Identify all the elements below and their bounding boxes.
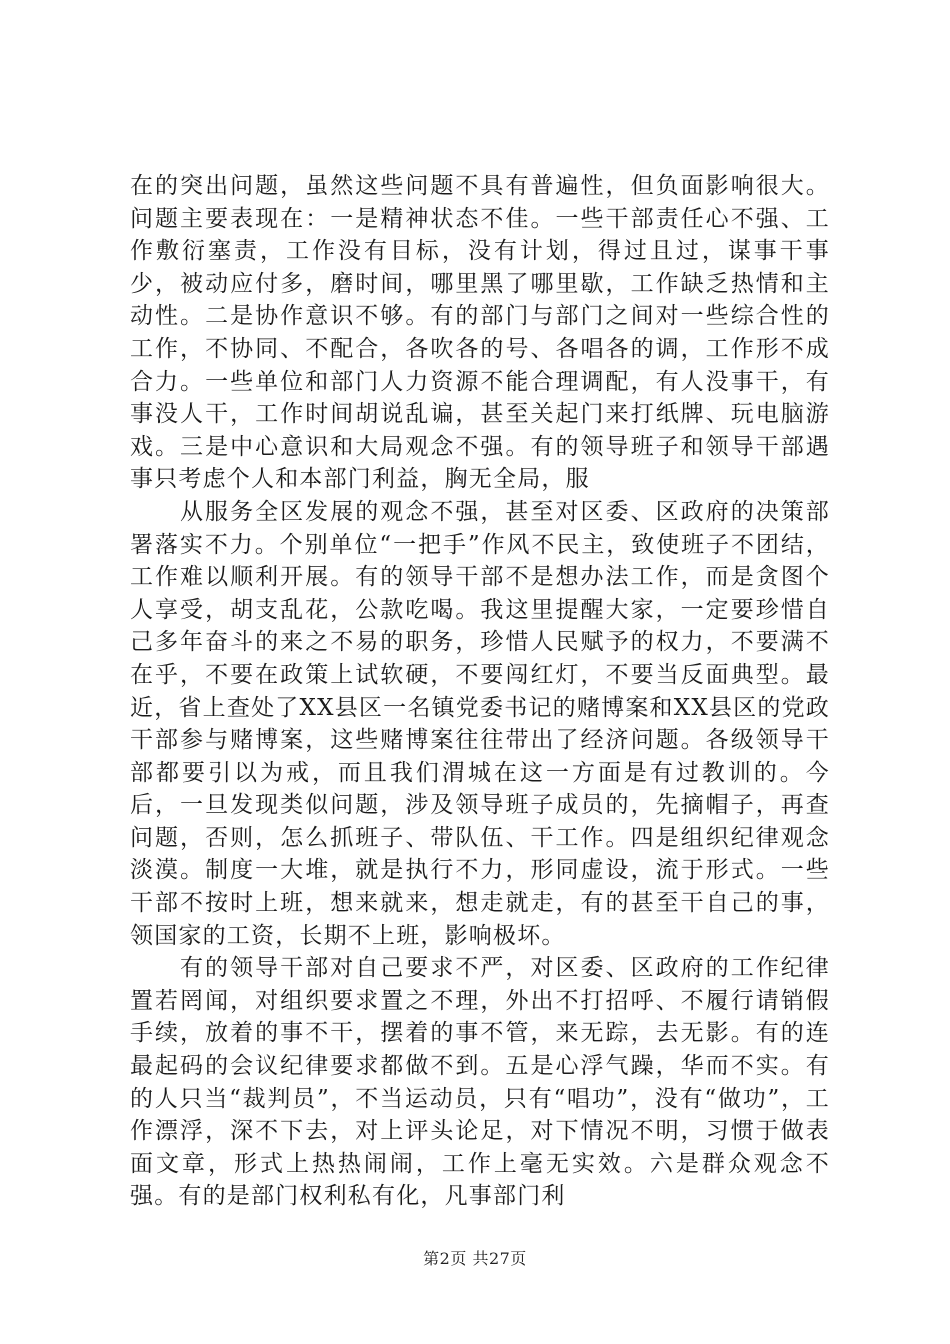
- paragraph-3: 有的领导干部对自己要求不严，对区委、区政府的工作纪律置若罔闻，对组织要求置之不理，外出不打招呼、不履行请销假手续，放着的事不干，摆着的事不管，来无踪，去无影。有的连最起码的会议纪律要求都做不到。五是心浮气躁，华而不实。有的人只当“裁判员”，不当运动员，只有“唱功”，没有“做功”，工作漂浮，深不下去，对上评头论足，对下情况不明，习惯于做表面文章，形式上热热闹闹，工作上毫无实效。六是群众观念不强。有的是部门权利私有化，凡事部门利: [130, 955, 830, 1210]
- page-number: 第2页 共27页: [423, 1249, 527, 1268]
- paragraph-1: 在的突出问题，虽然这些问题不具有普遍性，但负面影响很大。问题主要表现在：一是精神状态不佳。一些干部责任心不强、工作敷衍塞责，工作没有目标，没有计划，得过且过，谋事干事少，被动应付多，磨时间，哪里黑了哪里歇，工作缺乏热情和主动性。二是协作意识不够。有的部门与部门之间对一些综合性的工作，不协同、不配合，各吹各的号、各唱各的调，工作形不成合力。一些单位和部门人力资源不能合理调配，有人没事干，有事没人干，工作时间胡说乱谝，甚至关起门来打纸牌、玩电脑游戏。三是中心意识和大局观念不强。有的领导班子和领导干部遇事只考虑个人和本部门利益，胸无全局，服: [130, 173, 830, 493]
- paragraph-2: 从服务全区发展的观念不强，甚至对区委、区政府的决策部署落实不力。个别单位“一把手”作风不民主，致使班子不团结，工作难以顺利开展。有的领导干部不是想办法工作，而是贪图个人享受，胡支乱花，公款吃喝。我这里提醒大家，一定要珍惜自己多年奋斗的来之不易的职务，珍惜人民赋予的权力，不要满不在乎，不要在政策上试软硬，不要闯红灯，不要当反面典型。最近，省上查处了XX县区一名镇党委书记的赌博案和XX县区的党政干部参与赌博案，这些赌博案往往带出了经济问题。各级领导干部都要引以为戒，而且我们渭城在这一方面是有过教训的。今后，一旦发现类似问题，涉及领导班子成员的，先摘帽子，再查问题，否则，怎么抓班子、带队伍、干工作。四是组织纪律观念淡漠。制度一大堆，就是执行不力，形同虚设，流于形式。一些干部不按时上班，想来就来，想走就走，有的甚至干自己的事，领国家的工资，长期不上班，影响极坏。: [130, 498, 830, 949]
- document-body: [130, 170, 830, 1213]
